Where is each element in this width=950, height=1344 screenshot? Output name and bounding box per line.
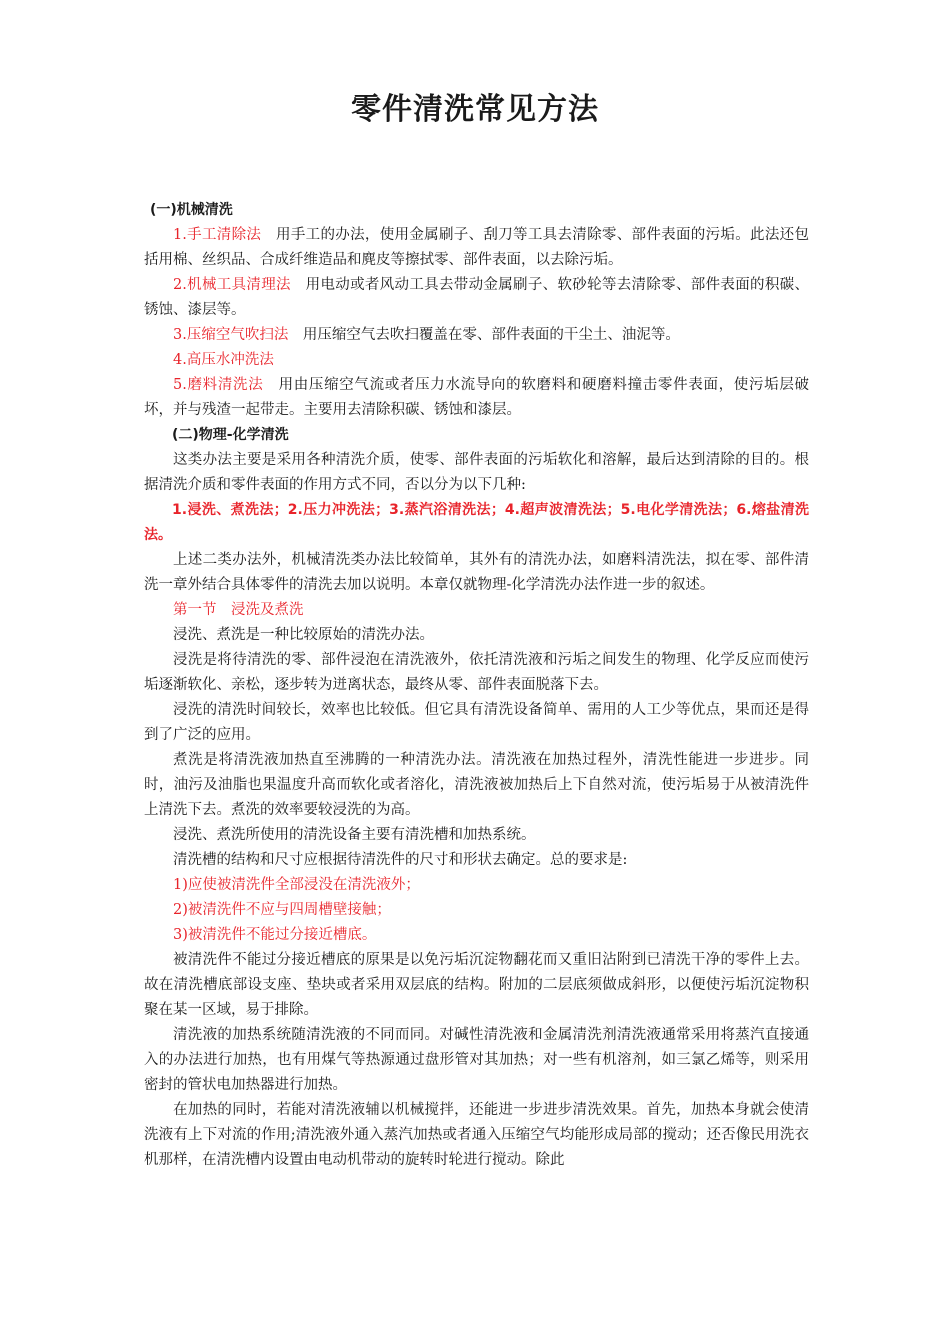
body-paragraph: 被清洗件不能过分接近槽底的原果是以免污垢沉淀物翻花而又重旧沾附到已清洗干净的零件上去。故在清洗槽底部设支座、垫块或者采用双层底的结构。附加的二层底须做成斜形，以便使污垢沉淀物积聚在某一区域，易于排除。 — [144, 952, 809, 1018]
requirement-item: 1)应使被清洗件全部浸没在清洗液外； — [173, 877, 420, 893]
body-paragraph: 煮洗是将清洗液加热直至沸腾的一种清洗办法。清洗液在加热过程外，清洗性能进一步进步。同时，油污及油脂也果温度升高而软化或者溶化，清洗液被加热后上下自然对流，使污垢易于从被清洗件上清洗下去。煮洗的效率要较浸洗的为高。 — [144, 752, 809, 818]
method-text: 用手工的办法，使用金属刷子、刮刀等工具去清除零、部件表面的污垢。此法还包括用棉、丝织品、合成纤维造品和麂皮等擦拭零、部件表面，以去除污垢。 — [144, 227, 809, 268]
method-text: 用电动或者风动工具去带动金属刷子、软砂轮等去清除零、部件表面的积碳、锈蚀、漆层等。 — [144, 277, 809, 318]
document-body — [144, 198, 809, 1173]
method-text: 用由压缩空气流或者压力水流导向的软磨料和硬磨料撞击零件表面，使污垢层破坏，并与残渣一起带走。主要用去清除积碳、锈蚀和漆层。 — [144, 377, 809, 418]
method-label: 1.手工清除法 — [173, 227, 262, 243]
body-paragraph: 在加热的同时，若能对清洗液辅以机械搅拌，还能进一步进步清洗效果。首先，加热本身就会使清洗液有上下对流的作用;清洗液外通入蒸汽加热或者通入压缩空气均能形成局部的搅动；还否像民用洗衣机那样，在清洗槽内设置由电动机带动的旋转时轮进行搅动。除此 — [144, 1102, 809, 1168]
requirement-item: 3)被清洗件不能过分接近槽底。 — [173, 927, 377, 943]
chapter-heading: 第一节 浸洗及煮洗 — [173, 602, 304, 618]
body-paragraph: 浸洗、煮洗所使用的清洗设备主要有清洗槽和加热系统。 — [173, 827, 536, 843]
method-paragraph — [144, 373, 809, 423]
method-label: 3.压缩空气吹扫法 — [173, 327, 289, 343]
body-paragraph: 清洗槽的结构和尺寸应根据待清洗件的尺寸和形状去确定。总的要求是: — [173, 852, 628, 868]
body-paragraph: 上述二类办法外，机械清洗类办法比较简单，其外有的清洗办法，如磨料清洗法，拟在零、部件清洗一章外结合具体零件的清洗去加以说明。本章仅就物理-化学清洗办法作进一步的叙述。 — [144, 552, 809, 593]
method-label: 4.高压水冲洗法 — [173, 352, 274, 368]
requirement-item: 2)被清洗件不应与四周槽壁接触； — [173, 902, 391, 918]
method-paragraph — [144, 348, 809, 373]
method-paragraph — [144, 273, 809, 323]
body-paragraph: 浸洗是将待清洗的零、部件浸泡在清洗液外，依托清洗液和污垢之间发生的物理、化学反应而使污垢逐渐软化、亲松，逐步转为迸离状态，最终从零、部件表面脱落下去。 — [144, 652, 809, 693]
method-list: 1.浸洗、煮洗法；2.压力冲洗法；3.蒸汽浴清洗法；4.超声波清洗法；5.电化学清洗法；6.熔盐清洗法。 — [144, 502, 809, 543]
section-heading-physical-chemical: (二)物理-化学清洗 — [172, 427, 289, 443]
section-heading-mechanical: (一)机械清洗 — [150, 202, 233, 218]
method-text: 用压缩空气去吹扫覆盖在零、部件表面的干尘土、油泥等。 — [288, 327, 680, 343]
method-paragraph — [144, 223, 809, 273]
method-label: 5.磨料清洗法 — [173, 377, 264, 393]
method-paragraph — [144, 323, 809, 348]
method-label: 2.机械工具清理法 — [173, 277, 291, 293]
body-paragraph: 清洗液的加热系统随清洗液的不同而同。对碱性清洗液和金属清洗剂清洗液通常采用将蒸汽直接通入的办法进行加热，也有用煤气等热源通过盘形管对其加热；对一些有机溶剂，如三氯乙烯等，则采用密封的管状电加热器进行加热。 — [144, 1027, 809, 1093]
document-title: 零件清洗常见方法 — [351, 92, 599, 127]
body-paragraph: 浸洗的清洗时间较长，效率也比较低。但它具有清洗设备简单、需用的人工少等优点，果而还是得到了广泛的应用。 — [144, 702, 809, 743]
body-paragraph: 浸洗、煮洗是一种比较原始的清洗办法。 — [173, 627, 434, 643]
body-paragraph: 这类办法主要是采用各种清洗介质，使零、部件表面的污垢软化和溶解，最后达到清除的目的。根据清洗介质和零件表面的作用方式不同，否以分为以下几种: — [144, 452, 809, 493]
